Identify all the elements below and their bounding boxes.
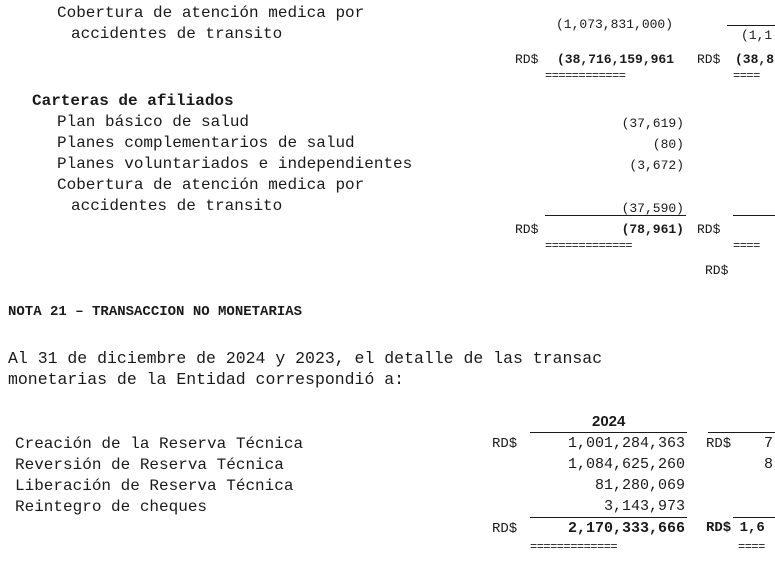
cobertura-underline-2023 xyxy=(727,25,775,26)
year-header-2024: 2024 xyxy=(592,413,626,430)
carteras-row-value: (37,619) xyxy=(621,116,684,131)
cobertura-label-line1: Cobertura de atención medica por xyxy=(57,4,365,22)
year-header-rule-2023 xyxy=(708,432,775,433)
top-total-currency-2024: RD$ xyxy=(515,52,539,67)
transacciones-subtotal-rule-2023 xyxy=(733,517,775,518)
carteras-row-label: Planes voluntariados e independientes xyxy=(57,155,413,173)
carteras-row-value: (37,590) xyxy=(621,201,684,216)
transaccion-row-label: Creación de la Reserva Técnica xyxy=(15,435,304,453)
carteras-row-value: (80) xyxy=(652,137,684,152)
transaccion-row-value-2023: 8 xyxy=(764,456,774,473)
transacciones-subtotal-rule-2024 xyxy=(530,517,687,518)
top-total-currency-2023: RD$ xyxy=(697,52,721,67)
carteras-row-value: (3,672) xyxy=(629,158,684,173)
carteras-heading: Carteras de afiliados xyxy=(32,92,234,110)
carteras-row-label: Planes complementarios de salud xyxy=(57,134,355,152)
top-total-value-2024: (38,716,159,961 xyxy=(557,52,675,67)
transacciones-total-currency: RD$ xyxy=(492,521,518,537)
carteras-total-value-2024: (78,961) xyxy=(621,222,684,237)
transaccion-row-value: 81,280,069 xyxy=(594,477,685,494)
cobertura-value-2023: (1,1 xyxy=(741,28,773,43)
top-double-rule-2024: ============ xyxy=(545,69,626,83)
carteras-extra-currency: RD$ xyxy=(705,263,729,278)
transacciones-double-rule-2023: ==== xyxy=(738,540,765,554)
transaccion-row-currency: RD$ xyxy=(492,436,518,452)
carteras-row-label: accidentes de transito xyxy=(71,197,283,215)
transaccion-row-value: 1,001,284,363 xyxy=(567,435,685,452)
carteras-row-label: Plan básico de salud xyxy=(57,113,250,131)
carteras-row-label: Cobertura de atención medica por xyxy=(57,176,365,194)
cobertura-value-2024: (1,073,831,000) xyxy=(556,17,674,32)
nota-paragraph-line2: monetarias de la Entidad correspondió a: xyxy=(8,370,405,389)
carteras-total-currency-2023: RD$ xyxy=(697,222,721,237)
transacciones-total-2023: RD$ 1,6 xyxy=(706,520,765,536)
nota-title: NOTA 21 – TRANSACCION NO MONETARIAS xyxy=(8,304,303,320)
transaccion-row-value-2023: 7 xyxy=(764,435,774,452)
transacciones-double-rule-2024: ============= xyxy=(530,540,618,554)
cobertura-label-line2: accidentes de transito xyxy=(71,25,283,43)
year-header-rule-top xyxy=(530,432,687,433)
top-double-rule-2023: ==== xyxy=(733,69,760,83)
transacciones-total-value: 2,170,333,666 xyxy=(567,520,685,537)
transaccion-row-value: 1,084,625,260 xyxy=(567,456,685,473)
transaccion-row-value: 3,143,973 xyxy=(603,498,685,515)
transaccion-row-label: Liberación de Reserva Técnica xyxy=(15,477,294,495)
carteras-subtotal-rule-2024 xyxy=(545,215,686,216)
nota-paragraph-line1: Al 31 de diciembre de 2024 y 2023, el detalle de las transac xyxy=(8,349,603,368)
carteras-subtotal-rule-2023 xyxy=(733,215,775,216)
transaccion-row-label: Reintegro de cheques xyxy=(15,498,208,516)
transaccion-row-label: Reversión de Reserva Técnica xyxy=(15,456,284,474)
carteras-double-rule-2024: ============= xyxy=(545,239,633,253)
transaccion-row-currency-2023: RD$ xyxy=(706,436,732,452)
carteras-double-rule-2023: ==== xyxy=(733,239,760,253)
carteras-total-currency-2024: RD$ xyxy=(515,222,539,237)
top-total-value-2023: (38,8 xyxy=(735,52,775,67)
